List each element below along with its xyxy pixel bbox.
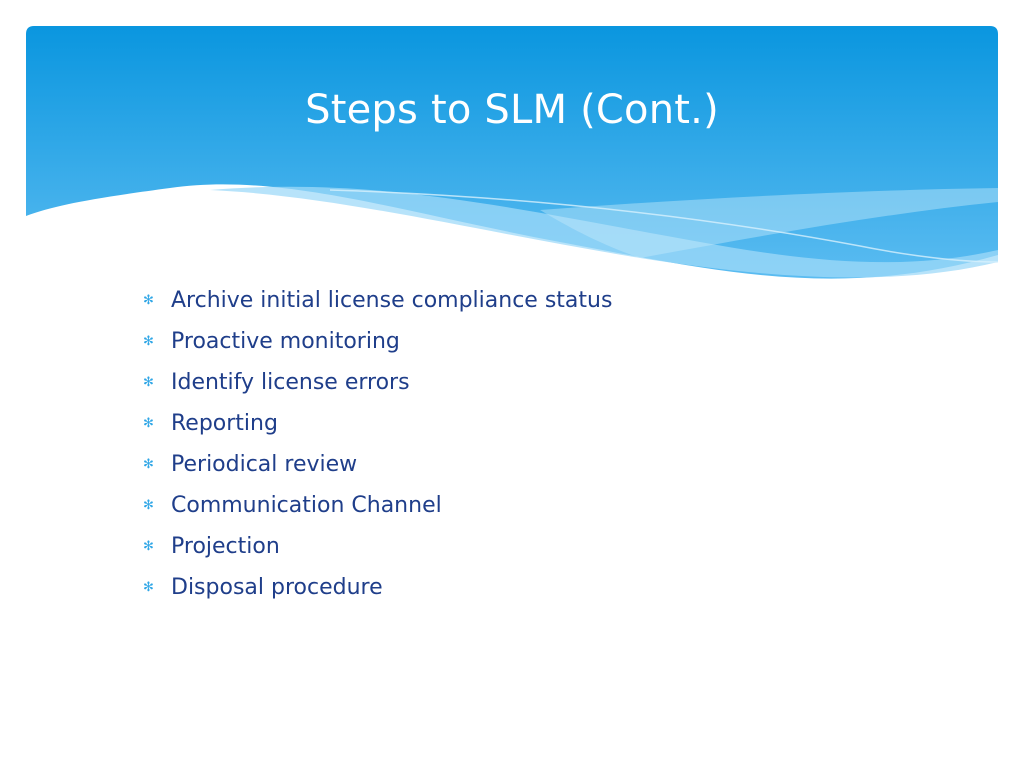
list-item	[143, 444, 612, 485]
list-item-text: Communication Channel	[171, 493, 442, 518]
asterisk-icon: ✻	[143, 334, 154, 349]
asterisk-icon: ✻	[143, 457, 154, 472]
list-item	[143, 321, 612, 362]
list-item-text: Identify license errors	[171, 370, 410, 395]
list-item-text: Archive initial license compliance status	[171, 288, 613, 313]
list-item-text: Reporting	[171, 411, 278, 436]
bullet-list	[143, 280, 612, 608]
asterisk-icon: ✻	[143, 293, 154, 308]
list-item	[143, 526, 612, 567]
list-item-text: Periodical review	[171, 452, 358, 477]
banner-background	[26, 26, 998, 279]
asterisk-icon: ✻	[143, 539, 154, 554]
list-item	[143, 280, 612, 321]
list-item	[143, 485, 612, 526]
asterisk-icon: ✻	[143, 416, 154, 431]
asterisk-icon: ✻	[143, 498, 154, 513]
list-item	[143, 567, 612, 608]
asterisk-icon: ✻	[143, 375, 154, 390]
list-item-text: Proactive monitoring	[171, 329, 400, 354]
title-banner	[0, 0, 1024, 300]
list-item	[143, 362, 612, 403]
asterisk-icon: ✻	[143, 580, 154, 595]
list-item-text: Disposal procedure	[171, 575, 383, 600]
list-item	[143, 403, 612, 444]
list-item-text: Projection	[171, 534, 280, 559]
slide-title: Steps to SLM (Cont.)	[305, 87, 719, 133]
